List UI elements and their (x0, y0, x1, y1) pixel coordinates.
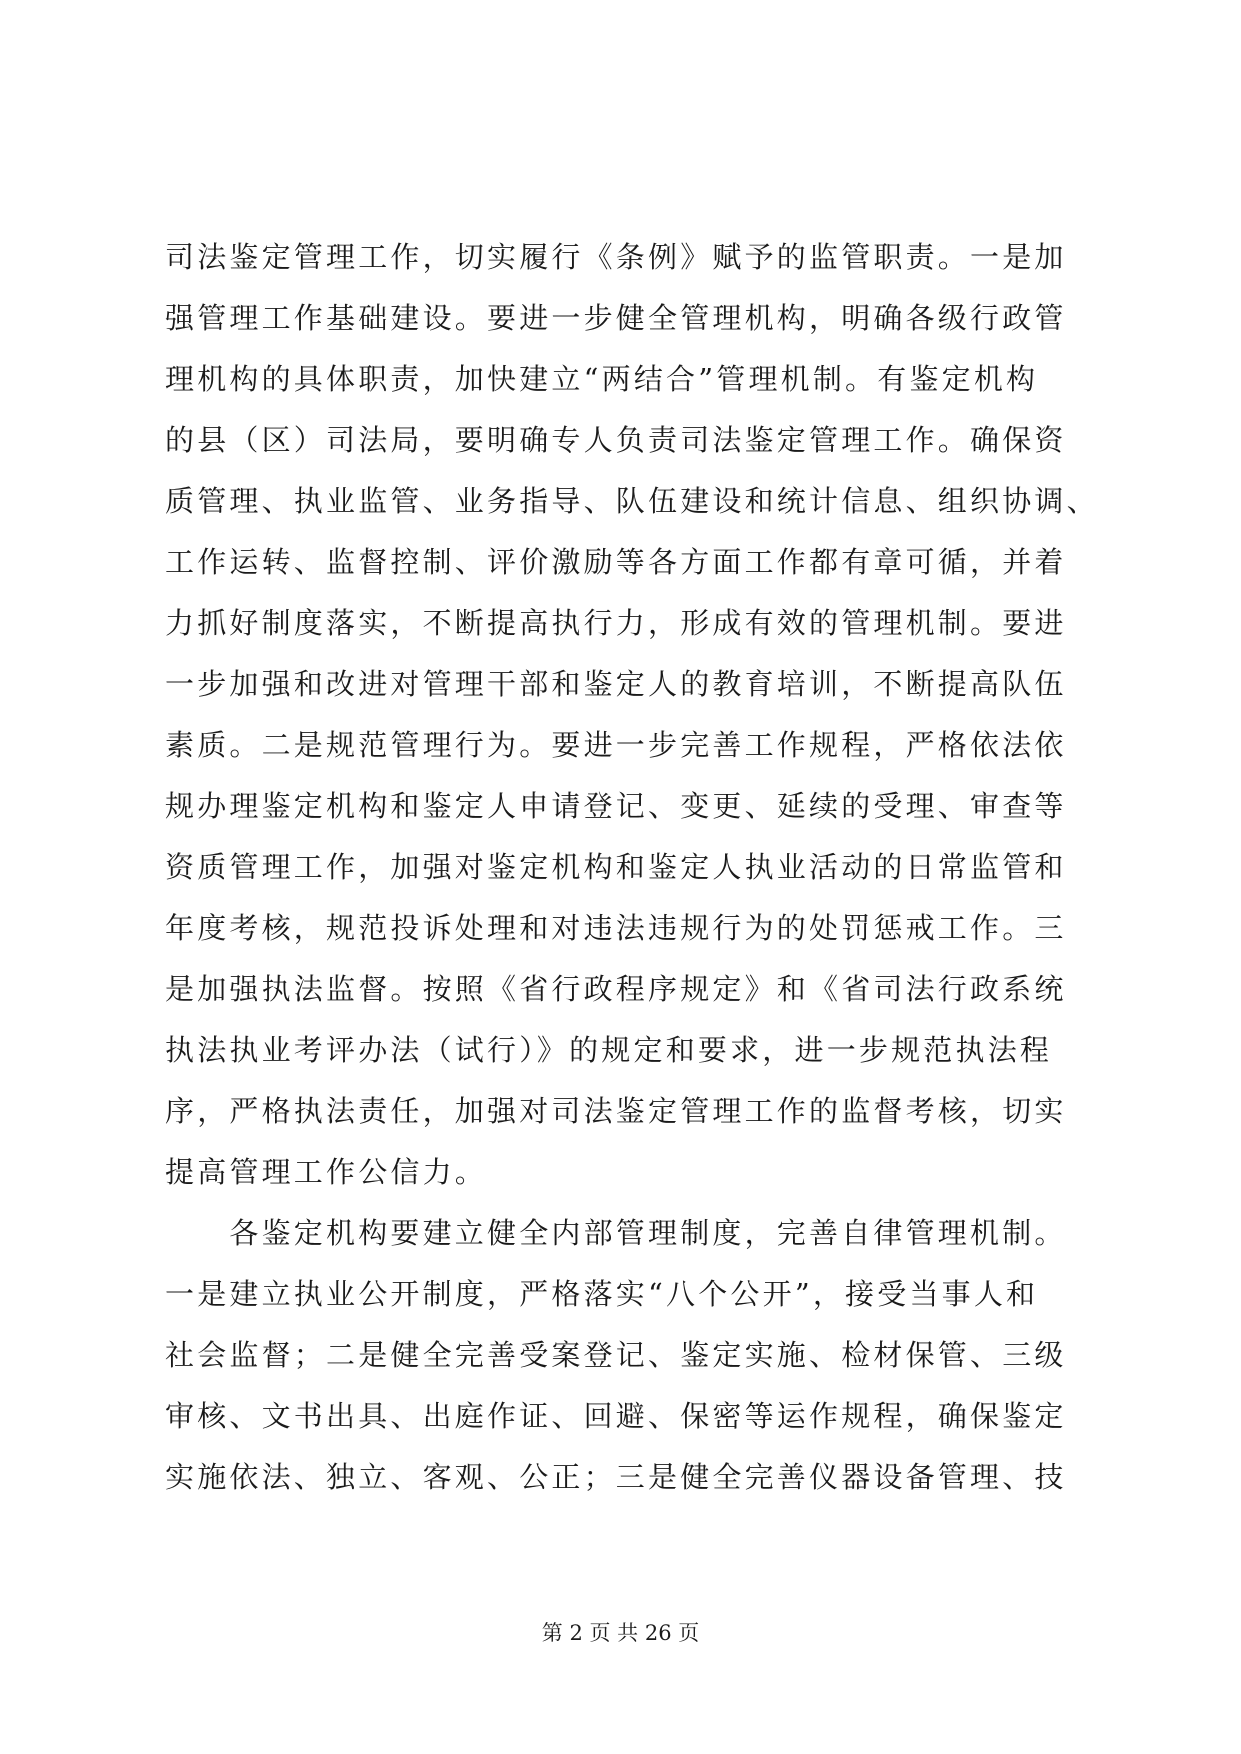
paragraph-2 (165, 1203, 1085, 1508)
paragraph-1 (165, 227, 1099, 1203)
text-line: 司法鉴定管理工作，切实履行《条例》赋予的监管职责。一是加 (165, 240, 1067, 274)
text-line: 质管理、执业监管、业务指导、队伍建设和统计信息、组织协调、 (165, 484, 1099, 518)
text-line: 实施依法、独立、客观、公正；三是健全完善仪器设备管理、技 (165, 1460, 1067, 1494)
text-line: 提高管理工作公信力。 (165, 1155, 488, 1189)
page-number-footer: 第 2 页 共 26 页 (541, 1621, 700, 1645)
text-line: 工作运转、监督控制、评价激励等各方面工作都有章可循，并着 (165, 545, 1067, 579)
text-line: 执法执业考评办法（试行）》的规定和要求，进一步规范执法程 (165, 1033, 1053, 1067)
text-line: 各鉴定机构要建立健全内部管理制度，完善自律管理机制。 (165, 1216, 1067, 1250)
text-line: 社会监督；二是健全完善受案登记、鉴定实施、检材保管、三级 (165, 1338, 1067, 1372)
text-line: 规办理鉴定机构和鉴定人申请登记、变更、延续的受理、审查等 (165, 789, 1067, 823)
text-line: 素质。二是规范管理行为。要进一步完善工作规程，严格依法依 (165, 728, 1067, 762)
text-line: 一步加强和改进对管理干部和鉴定人的教育培训，不断提高队伍 (165, 667, 1067, 701)
text-line: 年度考核，规范投诉处理和对违法违规行为的处罚惩戒工作。三 (165, 911, 1067, 945)
text-line: 理机构的具体职责，加快建立“两结合”管理机制。有鉴定机构 (165, 362, 1039, 396)
body-text (165, 227, 1099, 1508)
text-line: 的县（区）司法局，要明确专人负责司法鉴定管理工作。确保资 (165, 423, 1067, 457)
text-line: 是加强执法监督。按照《省行政程序规定》和《省司法行政系统 (165, 972, 1067, 1006)
text-line: 审核、文书出具、出庭作证、回避、保密等运作规程，确保鉴定 (165, 1399, 1067, 1433)
text-line: 序，严格执法责任，加强对司法鉴定管理工作的监督考核，切实 (165, 1094, 1067, 1128)
text-line: 一是建立执业公开制度，严格落实“八个公开”，接受当事人和 (165, 1277, 1039, 1311)
text-line: 力抓好制度落实，不断提高执行力，形成有效的管理机制。要进 (165, 606, 1067, 640)
text-line: 强管理工作基础建设。要进一步健全管理机构，明确各级行政管 (165, 301, 1067, 335)
text-line: 资质管理工作，加强对鉴定机构和鉴定人执业活动的日常监管和 (165, 850, 1067, 884)
